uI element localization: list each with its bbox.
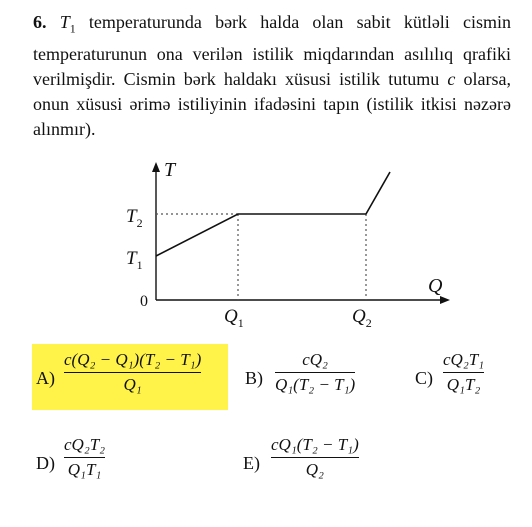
problem-line-2: temperaturunun ona verilən istilik miqdarından asılılıq — [33, 43, 454, 64]
answer-option-b[interactable] — [245, 350, 395, 408]
q2-tick-label: $Q_2$ — [352, 306, 372, 330]
answer-b-numerator: cQ₂ — [302, 350, 328, 369]
origin-label: 0 — [140, 293, 148, 310]
answer-e-fraction — [271, 435, 359, 480]
answer-e-fraction-bar — [271, 457, 359, 458]
answer-d-denominator: Q₁T₁ — [67, 460, 102, 479]
answer-c-numerator: cQ₂T₁ — [443, 350, 485, 369]
answer-c-fraction — [443, 350, 484, 395]
answer-c-letter: C) — [415, 368, 433, 388]
problem-line-4: tutumu — [388, 68, 440, 89]
problem-number: 6. — [33, 12, 47, 32]
answer-d-letter: D) — [36, 453, 55, 473]
problem-line-5: olarsa, onun xüsusi ərimə istiliyinin ifadəsini — [33, 68, 511, 114]
q1-tick-label: $Q_1$ — [224, 306, 244, 330]
t1-symbol: T — [59, 12, 70, 32]
answer-option-d[interactable] — [36, 435, 146, 493]
answer-d-numerator: cQ₂T₂ — [64, 435, 106, 454]
problem-line-6: tapın (istilik itkisi nəzərə alınmır). — [33, 93, 512, 139]
answer-a-fraction-bar — [64, 372, 201, 373]
answer-c-denominator: Q₁T₂ — [446, 375, 481, 394]
answer-e-letter: E) — [243, 453, 260, 473]
answer-e-denominator: Q₂ — [305, 460, 324, 479]
t1-subscript: 1 — [69, 21, 76, 36]
answer-b-fraction — [275, 350, 355, 395]
answer-e-numerator: cQ₁(T₂ − T₁) — [271, 435, 359, 454]
t2-tick-label: $T_2$ — [126, 206, 143, 230]
answer-b-denominator: Q₁(T₂ − T₁) — [275, 375, 356, 394]
temperature-heat-graph — [118, 160, 458, 330]
answer-b-letter: B) — [245, 368, 263, 388]
answer-a-fraction — [64, 350, 201, 395]
problem-line-3: qrafiki verilmişdir. Cismin bərk haldakı xüsusi istilik — [33, 43, 511, 89]
y-axis-label: T — [164, 160, 176, 181]
c-symbol: c — [447, 68, 456, 89]
y-axis-arrow — [152, 162, 160, 172]
answer-c-fraction-bar — [443, 372, 484, 373]
answer-b-fraction-bar — [275, 372, 355, 373]
x-axis-label: Q — [428, 275, 443, 297]
answer-a-numerator: c(Q₂ − Q₁)(T₂ − T₁) — [64, 350, 202, 369]
problem-statement — [33, 10, 511, 142]
x-axis-arrow — [440, 296, 450, 304]
answer-option-a[interactable] — [36, 350, 226, 408]
answer-a-denominator: Q₁ — [123, 375, 142, 394]
answer-d-fraction-bar — [64, 457, 105, 458]
problem-line-1: temperaturunda bərk halda olan sabit kütləli cismin — [88, 12, 512, 32]
answer-option-c[interactable] — [415, 350, 515, 408]
answer-a-letter: A) — [36, 368, 55, 388]
answer-option-e[interactable] — [243, 435, 393, 493]
answer-d-fraction — [64, 435, 105, 480]
t1-tick-label: $T_1$ — [126, 248, 143, 272]
